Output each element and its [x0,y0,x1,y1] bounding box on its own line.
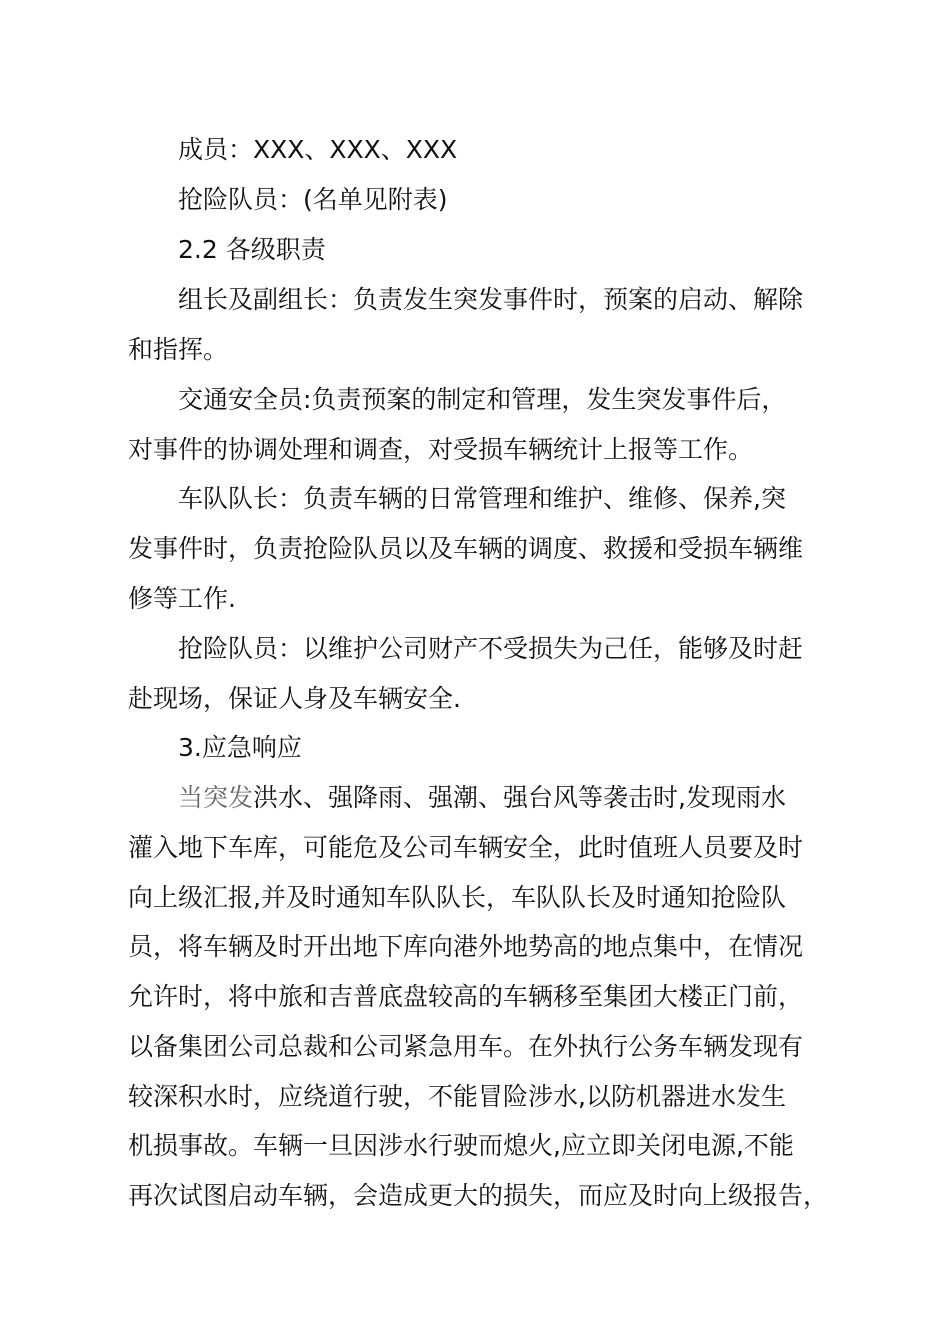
paragraph-fleet-captain-line-2: 发事件时，负责抢险队员以及车辆的调度、救援和受损车辆维 [128,534,804,563]
paragraph-rescue-member-line-1: 抢险队员：以维护公司财产不受损失为己任，能够及时赶 [178,634,804,663]
paragraph-response-line-4: 员，将车辆及时开出地下库向港外地势高的地点集中，在情况 [128,932,804,961]
section-heading-3: 3.应急响应 [178,733,302,762]
rescue-team-line: 抢险队员：(名单见附表) [178,185,448,214]
paragraph-response-line-5: 允许时，将中旅和吉普底盘较高的车辆移至集团大楼正门前， [128,982,804,1011]
paragraph-response-line-1 [178,782,786,814]
section-heading-2-2: 2.2 各级职责 [178,235,326,264]
paragraph-response-line-6: 以备集团公司总裁和公司紧急用车。在外执行公务车辆发现有 [128,1032,804,1061]
paragraph-leader-line-1: 组长及副组长：负责发生突发事件时，预案的启动、解除 [178,285,804,314]
paragraph-leader-line-2: 和指挥。 [128,335,229,364]
paragraph-fleet-captain-line-3: 修等工作. [128,584,236,613]
paragraph-response-line-8: 机损事故。车辆一旦因涉水行驶而熄火,应立即关闭电源,不能 [128,1131,794,1160]
response-lead-text: 当突发 [178,783,254,812]
paragraph-fleet-captain-line-1: 车队队长：负责车辆的日常管理和维护、维修、保养,突 [178,484,786,513]
paragraph-response-line-7: 较深积水时，应绕道行驶，不能冒险涉水,以防机器进水发生 [128,1082,786,1111]
paragraph-response-line-3: 向上级汇报,并及时通知车队队长，车队队长及时通知抢险队 [128,883,786,912]
paragraph-response-line-2: 灌入地下车库，可能危及公司车辆安全，此时值班人员要及时 [128,833,804,862]
paragraph-safety-officer-line-2: 对事件的协调处理和调查，对受损车辆统计上报等工作。 [128,435,754,464]
response-line-1-text: 洪水、强降雨、强潮、强台风等袭击时,发现雨水 [253,783,786,812]
paragraph-safety-officer-line-1: 交通安全员:负责预案的制定和管理，发生突发事件后， [178,385,787,414]
members-line: 成员：XXX、XXX、XXX [178,135,458,164]
paragraph-response-line-9: 再次试图启动车辆，会造成更大的损失，而应及时向上级报告， [128,1181,829,1210]
paragraph-rescue-member-line-2: 赴现场，保证人身及车辆安全. [128,684,461,713]
